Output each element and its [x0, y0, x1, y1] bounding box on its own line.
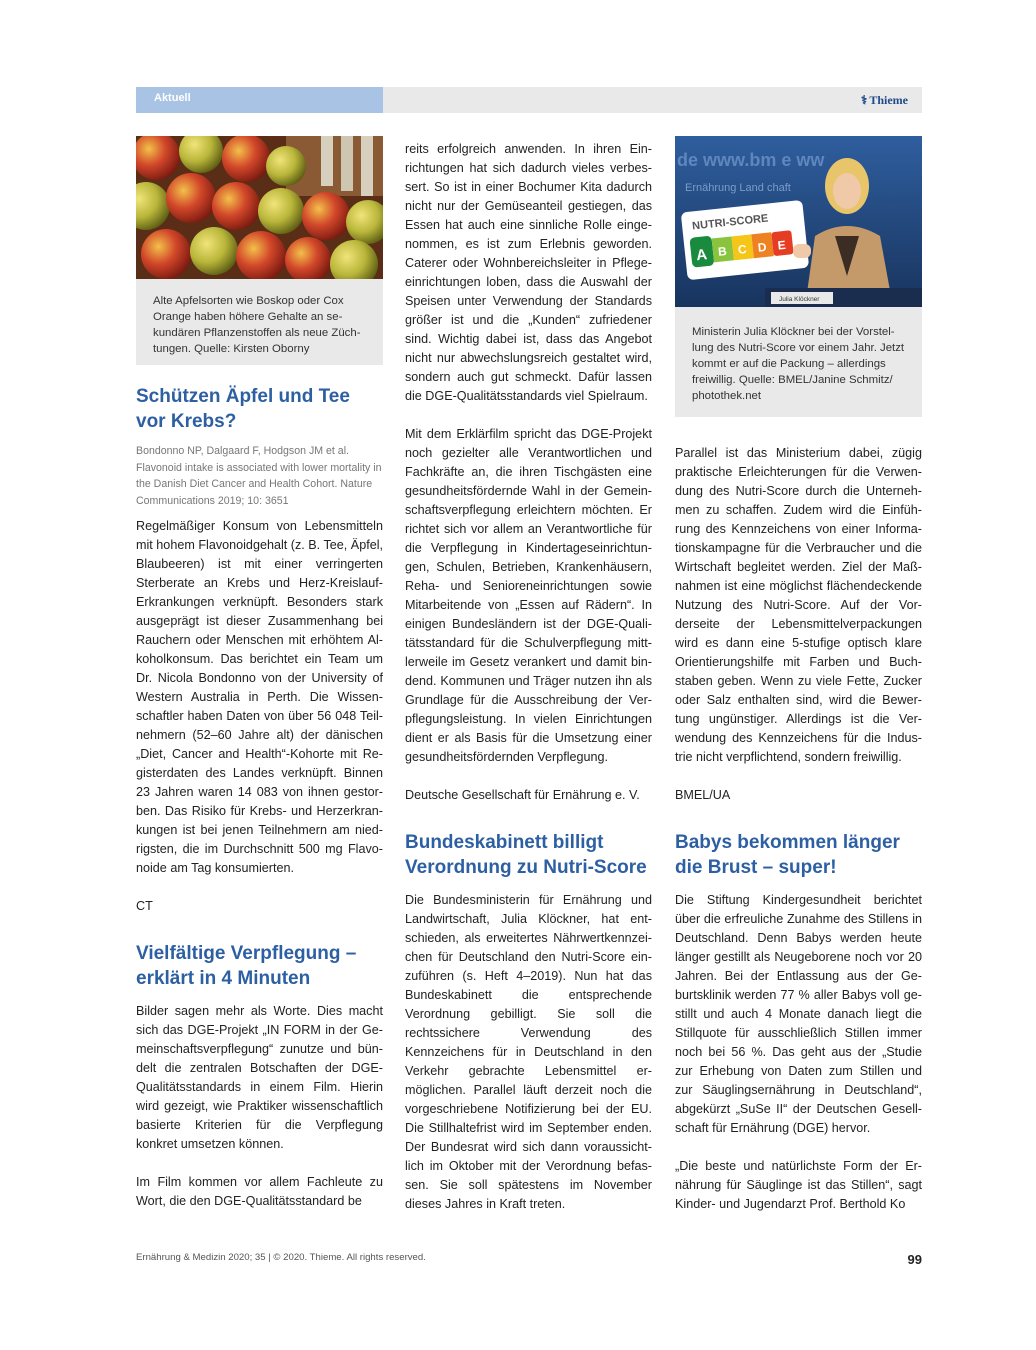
minister-photo-caption [675, 307, 922, 417]
article-body: Die Bundesministerin für Ernährung und Landwirtschaft, Julia Klöckner, hat entschieden, als erweitertes Nährwertkennzeichen für Deutschland den Nutri-Score einzuführen (s. Heft 4–2019). Nun hat das Bundeskabinett die entsprechende Verordnung gebilligt. Sie soll die rechtssichere Verwendung des Kennzeichens für in Deutschland in den Verkehr gebrachte Lebensmittel ermöglichen. Parallel läuft derzeit noch die vorgeschriebene Notifizierung bei der EU. Die Stillhaltefrist wird im September enden. Der Bundesrat wird sich dann voraussichtlich im Oktober mit der Verordnung befassen. Sie soll spätestens im November dieses Jahres in Kraft treten. [405, 893, 652, 1211]
publisher-name: Thieme [869, 93, 908, 107]
backdrop-subtitle-text: Ernährung Land chaft [685, 182, 791, 194]
section-label-box [136, 87, 383, 113]
nameplate-text: Julia Klöckner [779, 296, 820, 303]
nutri-letter-b: B [717, 244, 728, 259]
caption-text: Ministerin Julia Klöckner bei der Vorstellung des Nutri-Score vor einem Jahr. Jetzt kommt er auf die Packung – allerdings freiwillig. Quelle: BMEL/Janine Schmitz/ photothek.net [692, 326, 905, 402]
article-title-apples-tea: Schützen Äpfel und Tee vor Krebs? [136, 386, 350, 432]
header-bar [136, 87, 922, 113]
nutri-letter-c: C [737, 241, 748, 257]
footer-citation: Ernährung & Medizin 2020; 35 | © 2020. Thieme. All rights reserved. [136, 1252, 426, 1263]
backdrop-banner-text: de www.bm e ww [677, 150, 825, 170]
apples-photo-caption [136, 279, 383, 365]
section-label: Aktuell [154, 92, 191, 104]
article-title-verpflegung: Vielfältige Verpflegung – erklärt in 4 Minuten [136, 943, 357, 989]
article-body: Bilder sagen mehr als Worte. Dies macht sich das DGE-Projekt „IN FORM in der Gemeinschaftsverpflegung“ zunutze und bündelt die zentralen Botschaften der DGE-Qualitätsstandards in einem Film. Hierin wird gezeigt, wie Praktiker wissenschaftlich basierte Kriterien für die Verpflegung konkret umsetzen können. [136, 1004, 383, 1151]
page-number: 99 [907, 1252, 922, 1267]
article-body-continuation: Parallel ist das Ministerium dabei, zügig praktische Erleichterungen für die Verwendung des Nutri-Score durch die Unternehmen zu schaffen. Zudem wird die Einführung des Kennzeichens von einer Informationskampagne für die Verbraucher und die Wirtschaft begleitet werden. Ziel der Maßnahmen ist eine möglichst flächendeckende Nutzung des Nutri-Score. Auf der Vorderseite der Lebensmittelverpackungen wird es dann eine 5-stufige optisch klare Orientierungshilfe mit Farben und Buchstaben geben. Wenn zu viele Fette, Zucker oder Salz enthalten sind, wird die Bewertung ungünstiger. Allerdings ist die Verwendung des Kennzeichens für die Industrie nicht verpflichtend, sondern freiwillig. [675, 446, 922, 764]
nutri-letter-a: A [695, 246, 708, 265]
nutri-letter-d: D [757, 239, 768, 255]
column-3 [675, 444, 922, 1214]
nutri-score-sign [681, 200, 809, 280]
article-body: „Die beste und natürlichste Form der Ernährung für Säuglinge ist das Stillen“, sagt Kinder- und Jugendarzt Prof. Berthold Ko [675, 1159, 922, 1211]
article-body: Mit dem Erklärfilm spricht das DGE-Projekt noch gezielter alle Verantwortlichen und Fachkräfte an, die ihren Tischgästen eine gesundheitsfördernde Wahl in der Gemeinschaftsverpflegung erleichtern möchten. Er richtet sich vor allem an Verantwortliche für die Verpflegung in Kindertageseinrichtungen, Schulen, Betrieben, Krankenhäusern, Reha- und Senioreneinrichtungen sowie Mitarbeitende von „Essen auf Rädern“. In einigen Bundesländern ist der DGE-Qualitätsstandard für die Schulverpflegung mittlerweile im Gesetz verankert und damit bindend. Kommunen und Träger nutzen ihn als Grundlage für die Ausschreibung der Verpflegungsleistung. In vielen Einrichtungen dient er als Basis für die Umsetzung einer gesundheitsfördernden Verpflegung. [405, 427, 652, 764]
article-source: Deutsche Gesellschaft für Ernährung e. V. [405, 788, 640, 802]
column-2 [405, 140, 652, 1214]
caption-text: Alte Apfelsorten wie Boskop oder Cox Orange haben höhere Gehalte an sekundären Pflanzenstoffen als neue Züchtungen. Quelle: Kirsten Oborny [153, 295, 361, 355]
nutri-score-label: NUTRI-SCORE [691, 212, 769, 233]
article-title-nutri-score: Bundeskabinett billigt Verordnung zu Nutri-Score [405, 832, 647, 878]
apples-photo [136, 136, 383, 279]
article-body: Die Stiftung Kindergesundheit berichtet über die erfreuliche Zunahme des Stillens in Deutschland. Denn Babys werden heute länger gestillt als Neugeborene noch vor 20 Jahren. Bei der Entlassung aus der Geburtsklinik werden 77 % aller Babys voll gestillt und auch 4 Monate danach liegt die Stillquote für ausschließlich Stillen immer noch bei 56 %. Das geht aus der „Studie zur Erhebung von Daten zum Stillen und zur Säuglingsernährung in Deutschland“, abgekürzt „SuSe II“ der Deutschen Gesellschaft für Ernährung (DGE) hervor. [675, 893, 922, 1135]
column-1 [136, 384, 383, 1211]
nutri-letter-e: E [776, 237, 787, 253]
article-body-continuation: reits erfolgreich anwenden. In ihren Einrichtungen hat sich dadurch vieles verbessert. So ist in einer Bochumer Kita dadurch nicht nur der Gemüseanteil gestiegen, das Essen hat auch eine sinnliche Rolle eingenommen, es ist zum Erlebnis geworden. Caterer oder Wohnbereichsleiter in Pflegeeinrichtungen loben, dass die Auswahl der Speisen unter Verwendung der Standards größer ist und die „Kunden“ zufriedener sind. Wichtig dabei ist, dass das Angebot nicht nur abwechslungsreich gestaltet wird, sondern auch gut schmeckt. Dafür lassen die DGE-Qualitätsstandards viel Spielraum. [405, 142, 652, 403]
article-reference: Bondonno NP, Dalgaard F, Hodgson JM et al. Flavonoid intake is associated with lower mortality in the Danish Diet Cancer and Health Cohort. Nature Communications 2019; 10: 3651 [136, 445, 382, 507]
article-title-babys: Babys bekommen länger die Brust – super! [675, 832, 900, 878]
thieme-logo-icon: ⚕ [860, 93, 868, 107]
article-body-continued: Im Film kommen vor allem Fachleute zu Wort, die den DGE-Qualitätsstandard be [136, 1175, 383, 1208]
article-source: BMEL/UA [675, 788, 731, 802]
article-author: CT [136, 899, 153, 913]
minister-photo [675, 136, 922, 307]
publisher-logo [861, 93, 908, 108]
article-body: Regelmäßiger Konsum von Lebensmitteln mit hohem Flavonoidgehalt (z. B. Tee, Äpfel, Blaubeeren) ist mit einer verringerten Sterberate an Krebs und Herz-Kreislauf-Erkrankungen verknüpft. Besonders stark ausgeprägt ist dieser Zusammenhang bei Rauchern oder Menschen mit erhöhtem Alkoholkonsum. Das berichtet ein Team um Dr. Nicola Bondonno von der University of Western Australia in Perth. Die Wissenschaftler haben Daten von über 56 048 Teilnehmern (52–60 Jahre alt) der dänischen „Diet, Cancer and Health“-Kohorte mit Registerdaten des Landes verknüpft. Binnen 23 Jahren waren 14 083 von ihnen gestorben. Das Risiko für Krebs- und Herzerkrankungen ist bei jenen Teilnehmern am niedrigsten, die im Durchschnitt 500 mg Flavonoide am Tag konsumierten. [136, 519, 383, 875]
